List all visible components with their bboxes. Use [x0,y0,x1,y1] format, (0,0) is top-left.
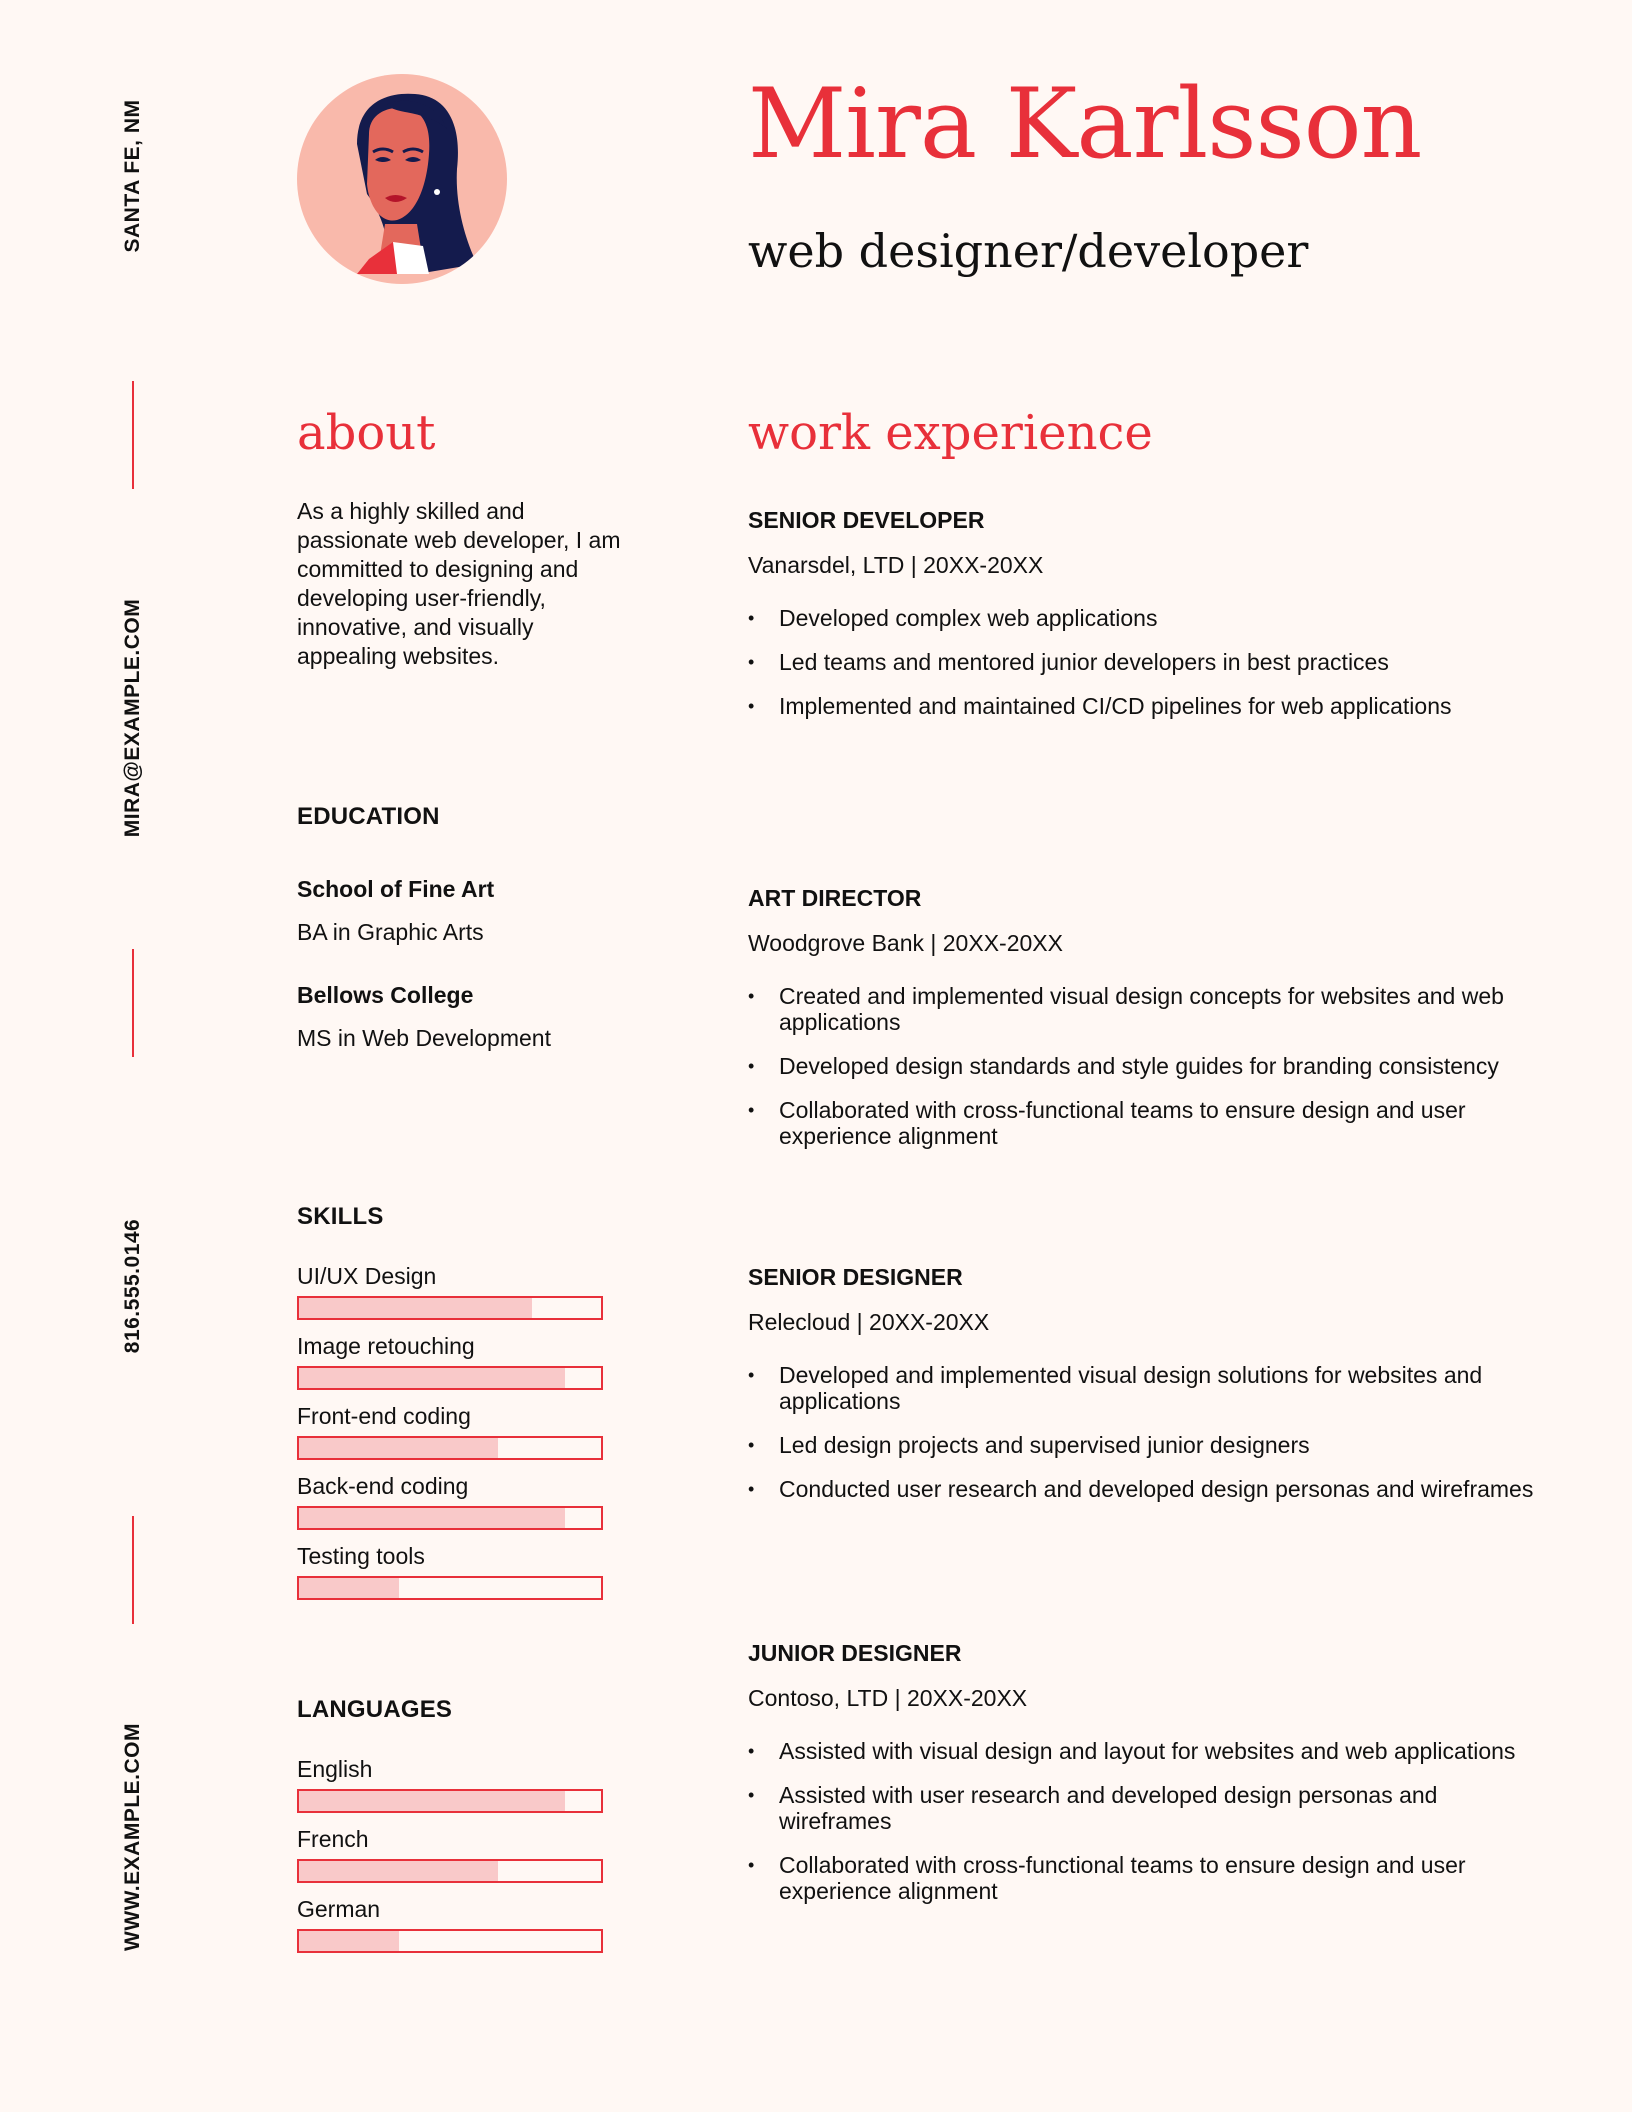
skill-bar-fill [299,1298,532,1318]
job-bullet: • Collaborated with cross-functional teams to ensure design and user experience alignment [748,1852,1538,1904]
skill-item [297,1543,603,1613]
language-label: English [297,1756,373,1782]
candidate-role: web designer/developer [748,224,1309,278]
languages-title: LANGUAGES [297,1696,453,1723]
job-entry [748,1264,1538,1520]
skill-item [297,1473,603,1543]
language-label: French [297,1826,369,1852]
skill-bar-fill [299,1368,565,1388]
contact-website[interactable]: WWW.EXAMPLE.COM [121,1723,144,1951]
skill-label: Back-end coding [297,1473,469,1499]
job-company: Relecloud | 20XX-20XX [748,1309,990,1335]
job-title: JUNIOR DESIGNER [748,1640,962,1666]
skill-bar-fill [299,1578,399,1598]
skill-bar [297,1296,603,1320]
job-company: Vanarsdel, LTD | 20XX-20XX [748,552,1044,578]
job-title: SENIOR DEVELOPER [748,507,985,533]
candidate-name: Mira Karlsson [748,68,1422,180]
education-school: Bellows College [297,982,474,1008]
skill-item [297,1403,603,1473]
skill-label: Image retouching [297,1333,475,1359]
job-bullet: • Created and implemented visual design concepts for websites and web applications [748,983,1538,1035]
skill-bar [297,1576,603,1600]
language-label: German [297,1896,381,1922]
job-bullet: • Developed and implemented visual design solutions for websites and applications [748,1362,1538,1414]
job-entry [748,885,1538,1167]
job-title: SENIOR DESIGNER [748,1264,963,1290]
language-bar [297,1789,603,1813]
contact-location: SANTA FE, NM [121,99,144,253]
job-entry [748,507,1538,737]
language-item [297,1826,603,1896]
skill-item [297,1263,603,1333]
languages-list [297,1756,603,1966]
skill-item [297,1333,603,1403]
education-item [297,876,494,946]
language-item [297,1756,603,1826]
job-bullet: • Implemented and maintained CI/CD pipelines for web applications [748,693,1538,719]
education-title: EDUCATION [297,803,440,830]
job-entry [748,1640,1538,1922]
job-bullet: • Collaborated with cross-functional teams to ensure design and user experience alignment [748,1097,1538,1149]
contact-email[interactable]: MIRA@EXAMPLE.COM [121,598,144,838]
job-bullet: • Assisted with user research and developed design personas and wireframes [748,1782,1538,1834]
language-bar-fill [299,1931,399,1951]
job-bullets [748,983,1538,1149]
skill-bar-fill [299,1438,498,1458]
divider-line [132,1516,134,1624]
job-bullet: • Developed complex web applications [748,605,1538,631]
job-title: ART DIRECTOR [748,885,922,911]
skills-list [297,1263,603,1613]
about-title: about [297,405,436,461]
job-bullet: • Conducted user research and developed design personas and wireframes [748,1476,1538,1502]
education-degree: MS in Web Development [297,1025,551,1051]
contact-phone[interactable]: 816.555.0146 [121,1218,144,1354]
job-company: Contoso, LTD | 20XX-20XX [748,1685,1028,1711]
about-text: As a highly skilled and passionate web developer, I am committed to designing and developing user-friendly, innovative, and visually appealing websites. [297,498,621,669]
skill-bar [297,1436,603,1460]
language-bar [297,1929,603,1953]
skill-bar [297,1506,603,1530]
work-title: work experience [748,405,1153,461]
skill-bar [297,1366,603,1390]
divider-line [132,381,134,489]
language-bar-fill [299,1791,565,1811]
skills-title: SKILLS [297,1203,384,1230]
skill-label: Front-end coding [297,1403,471,1429]
education-school: School of Fine Art [297,876,495,902]
job-bullet: • Led teams and mentored junior developers in best practices [748,649,1538,675]
education-item [297,982,551,1052]
education-degree: BA in Graphic Arts [297,919,484,945]
job-bullet: • Developed design standards and style guides for branding consistency [748,1053,1538,1079]
job-bullets [748,1362,1538,1502]
divider-line [132,949,134,1057]
avatar [297,74,507,284]
language-bar [297,1859,603,1883]
job-company: Woodgrove Bank | 20XX-20XX [748,930,1063,956]
skill-label: Testing tools [297,1543,425,1569]
job-bullet: • Assisted with visual design and layout for websites and web applications [748,1738,1538,1764]
job-bullets [748,605,1538,719]
language-bar-fill [299,1861,498,1881]
skill-label: UI/UX Design [297,1263,437,1289]
skill-bar-fill [299,1508,565,1528]
language-item [297,1896,603,1966]
job-bullets [748,1738,1538,1904]
job-bullet: • Led design projects and supervised junior designers [748,1432,1538,1458]
